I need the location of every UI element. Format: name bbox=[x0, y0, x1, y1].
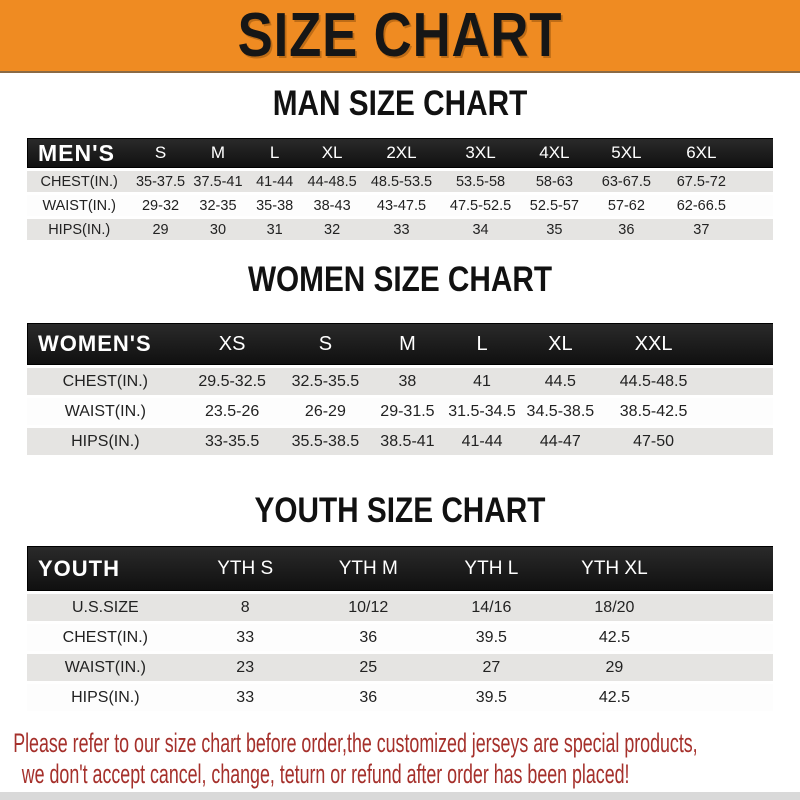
youth-row bbox=[27, 594, 773, 621]
youth-cell: 33 bbox=[184, 684, 307, 711]
men-cell: 37.5-41 bbox=[190, 171, 247, 192]
women-header-cell: WOMEN'S bbox=[27, 323, 184, 365]
youth-header-cell: YTH XL bbox=[553, 546, 676, 591]
women-cell: 35.5-38.5 bbox=[281, 428, 371, 455]
men-header-cell: S bbox=[131, 138, 189, 168]
men-cell: 29-32 bbox=[131, 195, 189, 216]
women-row-label: HIPS(IN.) bbox=[27, 428, 184, 455]
men-cell: 43-47.5 bbox=[361, 195, 442, 216]
women-cell bbox=[706, 368, 773, 395]
youth-row-label: WAIST(IN.) bbox=[27, 654, 184, 681]
youth-header-cell: YTH L bbox=[430, 546, 553, 591]
men-cell: 32-35 bbox=[190, 195, 247, 216]
women-cell: 44.5-48.5 bbox=[601, 368, 705, 395]
youth-cell: 8 bbox=[184, 594, 307, 621]
men-cell: 31 bbox=[246, 219, 303, 240]
youth-cell: 39.5 bbox=[430, 684, 553, 711]
women-cell: 23.5-26 bbox=[184, 398, 281, 425]
men-cell: 30 bbox=[190, 219, 247, 240]
women-cell: 44.5 bbox=[519, 368, 601, 395]
men-cell: 41-44 bbox=[246, 171, 303, 192]
women-cell: 38.5-42.5 bbox=[601, 398, 705, 425]
men-cell: 57-62 bbox=[589, 195, 663, 216]
youth-cell bbox=[676, 624, 773, 651]
youth-cell: 29 bbox=[553, 654, 676, 681]
women-row-label: CHEST(IN.) bbox=[27, 368, 184, 395]
men-header-row bbox=[27, 138, 773, 168]
men-header-cell bbox=[739, 138, 773, 168]
youth-header-row bbox=[27, 546, 773, 591]
men-cell: 48.5-53.5 bbox=[361, 171, 442, 192]
men-cell: 63-67.5 bbox=[589, 171, 663, 192]
men-header-cell: 2XL bbox=[361, 138, 442, 168]
men-row-label: CHEST(IN.) bbox=[27, 171, 131, 192]
youth-header-cell: YTH M bbox=[307, 546, 430, 591]
youth-cell: 42.5 bbox=[553, 684, 676, 711]
women-row-label: WAIST(IN.) bbox=[27, 398, 184, 425]
women-header-cell: XXL bbox=[601, 323, 705, 365]
youth-header-cell: YOUTH bbox=[27, 546, 184, 591]
bottom-strip bbox=[0, 792, 800, 800]
women-cell: 29.5-32.5 bbox=[184, 368, 281, 395]
youth-cell: 23 bbox=[184, 654, 307, 681]
youth-cell bbox=[676, 684, 773, 711]
women-header-cell: S bbox=[281, 323, 371, 365]
women-row bbox=[27, 398, 773, 425]
men-cell: 32 bbox=[303, 219, 361, 240]
men-cell: 62-66.5 bbox=[663, 195, 739, 216]
women-cell: 41-44 bbox=[445, 428, 520, 455]
men-cell: 53.5-58 bbox=[442, 171, 520, 192]
banner-title: SIZE CHART bbox=[237, 1, 563, 70]
men-cell bbox=[739, 195, 773, 216]
men-header-cell: XL bbox=[303, 138, 361, 168]
men-cell: 44-48.5 bbox=[303, 171, 361, 192]
men-cell bbox=[739, 219, 773, 240]
men-row-label: WAIST(IN.) bbox=[27, 195, 131, 216]
women-cell: 32.5-35.5 bbox=[281, 368, 371, 395]
men-header-cell: M bbox=[190, 138, 247, 168]
disclaimer-line-2: we don't accept cancel, change, teturn or refund after order has been placed! bbox=[21, 759, 630, 789]
youth-cell: 33 bbox=[184, 624, 307, 651]
women-size-table bbox=[27, 320, 773, 458]
women-cell: 31.5-34.5 bbox=[445, 398, 520, 425]
youth-cell: 36 bbox=[307, 624, 430, 651]
women-cell: 41 bbox=[445, 368, 520, 395]
men-row-label: HIPS(IN.) bbox=[27, 219, 131, 240]
youth-cell: 25 bbox=[307, 654, 430, 681]
men-header-cell: L bbox=[246, 138, 303, 168]
youth-cell: 36 bbox=[307, 684, 430, 711]
men-cell: 35 bbox=[519, 219, 589, 240]
youth-row-label: HIPS(IN.) bbox=[27, 684, 184, 711]
men-cell: 29 bbox=[131, 219, 189, 240]
men-row bbox=[27, 219, 773, 240]
men-cell: 38-43 bbox=[303, 195, 361, 216]
youth-row-label: CHEST(IN.) bbox=[27, 624, 184, 651]
youth-cell bbox=[676, 654, 773, 681]
women-cell: 33-35.5 bbox=[184, 428, 281, 455]
women-header-cell: XL bbox=[519, 323, 601, 365]
youth-cell: 42.5 bbox=[553, 624, 676, 651]
youth-cell: 10/12 bbox=[307, 594, 430, 621]
women-size-chart-heading: WOMEN SIZE CHART bbox=[247, 260, 553, 299]
youth-cell: 14/16 bbox=[430, 594, 553, 621]
youth-cell: 18/20 bbox=[553, 594, 676, 621]
youth-cell: 27 bbox=[430, 654, 553, 681]
youth-row bbox=[27, 684, 773, 711]
women-header-cell bbox=[706, 323, 773, 365]
women-header-cell: L bbox=[445, 323, 520, 365]
men-cell bbox=[739, 171, 773, 192]
women-cell: 29-31.5 bbox=[370, 398, 445, 425]
youth-header-cell bbox=[676, 546, 773, 591]
men-size-table bbox=[27, 135, 773, 243]
men-cell: 37 bbox=[663, 219, 739, 240]
men-header-cell: 6XL bbox=[663, 138, 739, 168]
women-header-row bbox=[27, 323, 773, 365]
women-row bbox=[27, 428, 773, 455]
man-size-chart-heading: MAN SIZE CHART bbox=[272, 84, 528, 123]
youth-cell: 39.5 bbox=[430, 624, 553, 651]
women-row bbox=[27, 368, 773, 395]
youth-row bbox=[27, 624, 773, 651]
men-header-cell: 3XL bbox=[442, 138, 520, 168]
youth-row bbox=[27, 654, 773, 681]
men-cell: 67.5-72 bbox=[663, 171, 739, 192]
women-header-cell: XS bbox=[184, 323, 281, 365]
men-cell: 47.5-52.5 bbox=[442, 195, 520, 216]
youth-size-chart-heading: YOUTH SIZE CHART bbox=[254, 491, 546, 530]
women-header-cell: M bbox=[370, 323, 445, 365]
men-header-cell: 5XL bbox=[589, 138, 663, 168]
size-chart-banner bbox=[0, 0, 800, 73]
youth-row-label: U.S.SIZE bbox=[27, 594, 184, 621]
men-cell: 52.5-57 bbox=[519, 195, 589, 216]
women-cell: 38 bbox=[370, 368, 445, 395]
women-cell bbox=[706, 428, 773, 455]
men-cell: 36 bbox=[589, 219, 663, 240]
disclaimer-line-1: Please refer to our size chart before order,the customized jerseys are special products, bbox=[13, 728, 698, 758]
women-cell: 44-47 bbox=[519, 428, 601, 455]
youth-header-cell: YTH S bbox=[184, 546, 307, 591]
women-cell: 38.5-41 bbox=[370, 428, 445, 455]
men-header-cell: MEN'S bbox=[27, 138, 131, 168]
women-cell bbox=[706, 398, 773, 425]
men-cell: 35-38 bbox=[246, 195, 303, 216]
men-row bbox=[27, 171, 773, 192]
men-cell: 34 bbox=[442, 219, 520, 240]
youth-size-table bbox=[27, 543, 773, 714]
youth-cell bbox=[676, 594, 773, 621]
men-header-cell: 4XL bbox=[519, 138, 589, 168]
women-cell: 47-50 bbox=[601, 428, 705, 455]
men-cell: 33 bbox=[361, 219, 442, 240]
men-cell: 58-63 bbox=[519, 171, 589, 192]
men-row bbox=[27, 195, 773, 216]
men-cell: 35-37.5 bbox=[131, 171, 189, 192]
women-cell: 26-29 bbox=[281, 398, 371, 425]
disclaimer bbox=[0, 728, 800, 790]
women-cell: 34.5-38.5 bbox=[519, 398, 601, 425]
